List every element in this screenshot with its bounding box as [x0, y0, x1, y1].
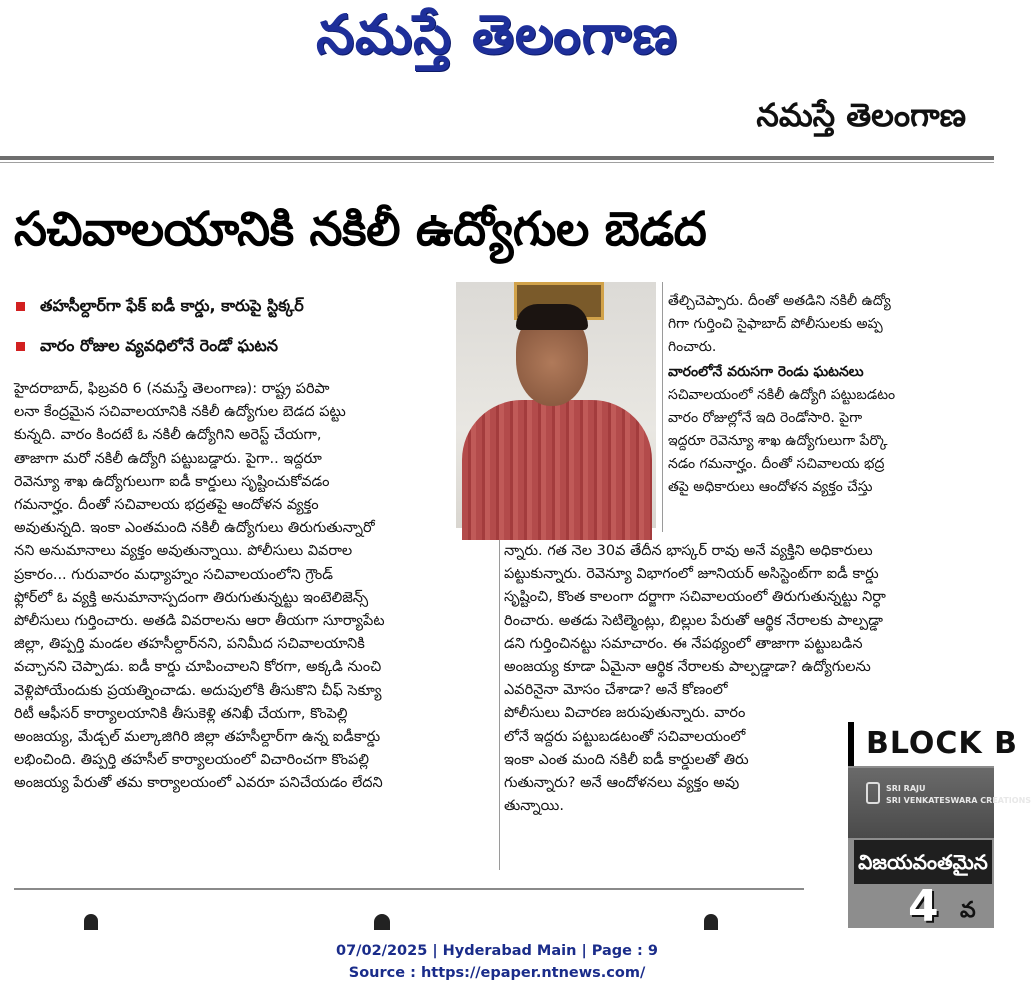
- text-line: పట్టుకున్నారు. రెవెన్యూ విభాగంలో జూనియర్ అసిస్టెంట్‌గా ఐడీ కార్డు: [504, 566, 879, 583]
- highlight-text: వారం రోజుల వ్యవధిలోనే రెండో ఘటన: [40, 336, 278, 355]
- text-line: పోలీసులు విచారణ జరుపుతున్నారు. వారం: [504, 705, 746, 722]
- footer-date: 07/02/2025: [336, 943, 428, 959]
- text-line: లోనే ఇద్దరు పట్టుబడటంతో సచివాలయంలో: [504, 728, 746, 745]
- masthead-logo: నమస్తే తెలంగాణ: [316, 3, 678, 66]
- text-line: రించారు. అతడు సెటిల్మెంట్లు, బిల్లుల పేరుతో ఆర్థిక నేరాలకు పాల్పడ్డా: [504, 612, 883, 629]
- bullet-square-icon: [16, 302, 25, 311]
- page-footer: [0, 940, 994, 984]
- text-line: లనా కేంద్రమైన సచివాలయానికి నకిలీ ఉద్యోగుల బెడద పట్టు: [14, 404, 346, 421]
- text-line: అంజయ్య పేరుతో తమ కార్యాలయంలో ఎవరూ పనిచేయడం లేదని: [14, 775, 383, 792]
- footer-page: Page : 9: [591, 943, 658, 959]
- text-line: నడం గమనార్హం. దీంతో సచివాలయ భద్ర: [668, 456, 885, 472]
- footer-source[interactable]: Source : https://epaper.ntnews.com/: [348, 965, 646, 981]
- header-divider-thin: [0, 162, 994, 163]
- bullet-square-icon: [16, 342, 25, 351]
- ad-block-text: BLOCK B: [866, 726, 1018, 761]
- text-line: అంజయ్య, మేడ్చల్ మల్కాజిగిరి జిల్లా తహసీల్దార్‌గా ఉన్న ఐడీకార్డు: [14, 729, 381, 746]
- column-divider: [499, 540, 500, 870]
- text-line: డని గుర్తించినట్టు సమాచారం. ఈ నేపథ్యంలో తాజాగా పట్టుబడిన: [504, 635, 863, 652]
- text-line: ఇంకా ఎంత మంది నకిలీ ఐడీ కార్డులతో తిరు: [504, 751, 749, 768]
- text-line: రెవెన్యూ శాఖ ఉద్యోగులుగా ఐడీ కార్డులు సృష్టించుకోవడం: [14, 473, 330, 490]
- text-line: తేల్చిచెప్పారు. దీంతో అతడిని నకిలీ ఉద్యో: [668, 293, 891, 309]
- header-divider: [0, 156, 994, 160]
- text-line: వెళ్లిపోయేందుకు ప్రయత్నించాడు. అదుపులోకి తీసుకొని చీఫ్ సెక్యూ: [14, 682, 382, 699]
- text-line: జిల్లా, తిప్పర్తి మండల తహసీల్దార్‌నని, పనిమీద సచివాలయానికి: [14, 636, 365, 653]
- text-line: తాజాగా మరో నకిలీ ఉద్యోగి పట్టుబడ్డారు. పైగా.. ఇద్దరూ: [14, 450, 322, 467]
- text-line: గుతున్నారు? అనే ఆందోళనలు వ్యక్తం అవు: [504, 775, 740, 792]
- text-line: కున్నది. వారం కిందటే ఓ నకిలీ ఉద్యోగిని అరెస్ట్ చేయగా,: [14, 427, 322, 444]
- cropped-glyph: [704, 914, 718, 930]
- article-right-top-column: [668, 290, 986, 499]
- article-left-column: [14, 378, 496, 796]
- masthead: [0, 0, 994, 70]
- text-line: గిగా గుర్తించి సైఫాబాద్ పోలీసులకు అప్ప: [668, 316, 883, 332]
- text-line: లభించింది. తిప్పర్తి తహసీల్ కార్యాలయంలో విచారించగా కొంపల్లి: [14, 752, 369, 769]
- highlight-item: [14, 326, 454, 366]
- photo-person-hair: [516, 304, 588, 330]
- ad-number: 4: [908, 881, 939, 932]
- footer-edition: Hyderabad Main: [442, 943, 577, 959]
- highlight-text: తహసీల్దార్‌గా ఫేక్ ఐడీ కార్డు, కారుపై స్టిక్కర్: [40, 296, 304, 315]
- ad-title: విజయవంతమైన: [854, 840, 992, 884]
- text-line: హైదరాబాద్, ఫిబ్రవరి 6 (నమస్తే తెలంగాణ): రాష్ట్ర పరిపా: [14, 381, 330, 397]
- footer-meta: 07/02/2025 | Hyderabad Main | Page : 9: [336, 943, 658, 959]
- text-line: వారం రోజుల్లోనే ఇది రెండోసారి. పైగా: [668, 410, 863, 426]
- text-line: తున్నాయి.: [504, 798, 564, 815]
- text-line: నని అనుమానాలు వ్యక్తం అవుతున్నాయి. పోలీసులు వివరాల: [14, 543, 353, 560]
- text-line: గించారు.: [668, 339, 717, 355]
- cropped-glyph: [374, 914, 390, 930]
- text-line: గమనార్హం. దీంతో సచివాలయ భద్రతపై ఆందోళన వ్యక్తం: [14, 497, 319, 514]
- ad-credit: SRI RAJU: [886, 784, 926, 793]
- ad-logo-icon: [866, 782, 880, 804]
- ad-credit: SRI VENKATESWARA CREATIONS: [886, 796, 1031, 805]
- column-divider: [662, 282, 663, 532]
- text-line: వచ్చానని చెప్పాడు. ఐడీ కార్డు చూపించాలని కోరగా, అక్కడి నుంచి: [14, 659, 382, 676]
- highlight-item: [14, 286, 454, 326]
- next-article-cropped: [14, 910, 814, 932]
- text-line: సచివాలయంలో నకిలీ ఉద్యోగి పట్టుబడటం: [668, 387, 896, 403]
- text-line: ఎవరినైనా మోసం చేశాడా? అనే కోణంలో: [504, 682, 728, 699]
- article-subheading: వారంలోనే వరుసగా రెండు ఘటనలు: [668, 364, 864, 380]
- text-line: ఇద్దరూ రెవెన్యూ శాఖ ఉద్యోగులుగా పేర్కొ: [668, 433, 888, 449]
- article-bottom-divider: [14, 888, 804, 890]
- text-line: ఫ్లోర్‌లో ఓ వ్యక్తి అనుమానాస్పదంగా తిరుగుతున్నట్టు ఇంటెలిజెన్స్: [14, 589, 369, 606]
- advertisement[interactable]: [848, 722, 1031, 932]
- cropped-glyph: [84, 914, 98, 930]
- text-line: ప్రకారం... గురువారం మధ్యాహ్నం సచివాలయంలోని గ్రౌండ్: [14, 566, 334, 583]
- text-line: అంజయ్య కూడా ఏమైనా ఆర్థిక నేరాలకు పాల్పడ్డాడా? ఉద్యోగులను: [504, 659, 871, 676]
- text-line: అవుతున్నది. ఇంకా ఎంతమంది నకిలీ ఉద్యోగులు తిరుగుతున్నారో: [14, 520, 375, 537]
- section-title: నమస్తే తెలంగాణ: [756, 96, 966, 134]
- ad-number-suffix: వ: [960, 898, 976, 923]
- text-line: పోలీసులు గుర్తించారు. అతడి వివరాలను ఆరా తీయగా సూర్యాపేట: [14, 613, 385, 630]
- text-line: న్నారు. గత నెల 30వ తేదీన భాస్కర్ రావు అనే వ్యక్తిని అధికారులు: [504, 543, 873, 559]
- article-highlights: [14, 286, 454, 366]
- text-line: సృష్టించి, కొంత కాలంగా దర్జాగా సచివాలయంలో తిరుగుతున్నట్టు నిర్ధా: [504, 589, 886, 606]
- text-line: తపై అధికారులు ఆందోళన వ్యక్తం చేస్తు: [668, 479, 873, 495]
- article-headline: సచివాలయానికి నకిలీ ఉద్యోగుల బెడద: [14, 202, 707, 257]
- text-line: రిటీ ఆఫీసర్ కార్యాలయానికి తీసుకెళ్లి తనిఖీ చేయగా, కొంపెల్లి: [14, 705, 348, 722]
- ad-banner-top: [848, 722, 1018, 766]
